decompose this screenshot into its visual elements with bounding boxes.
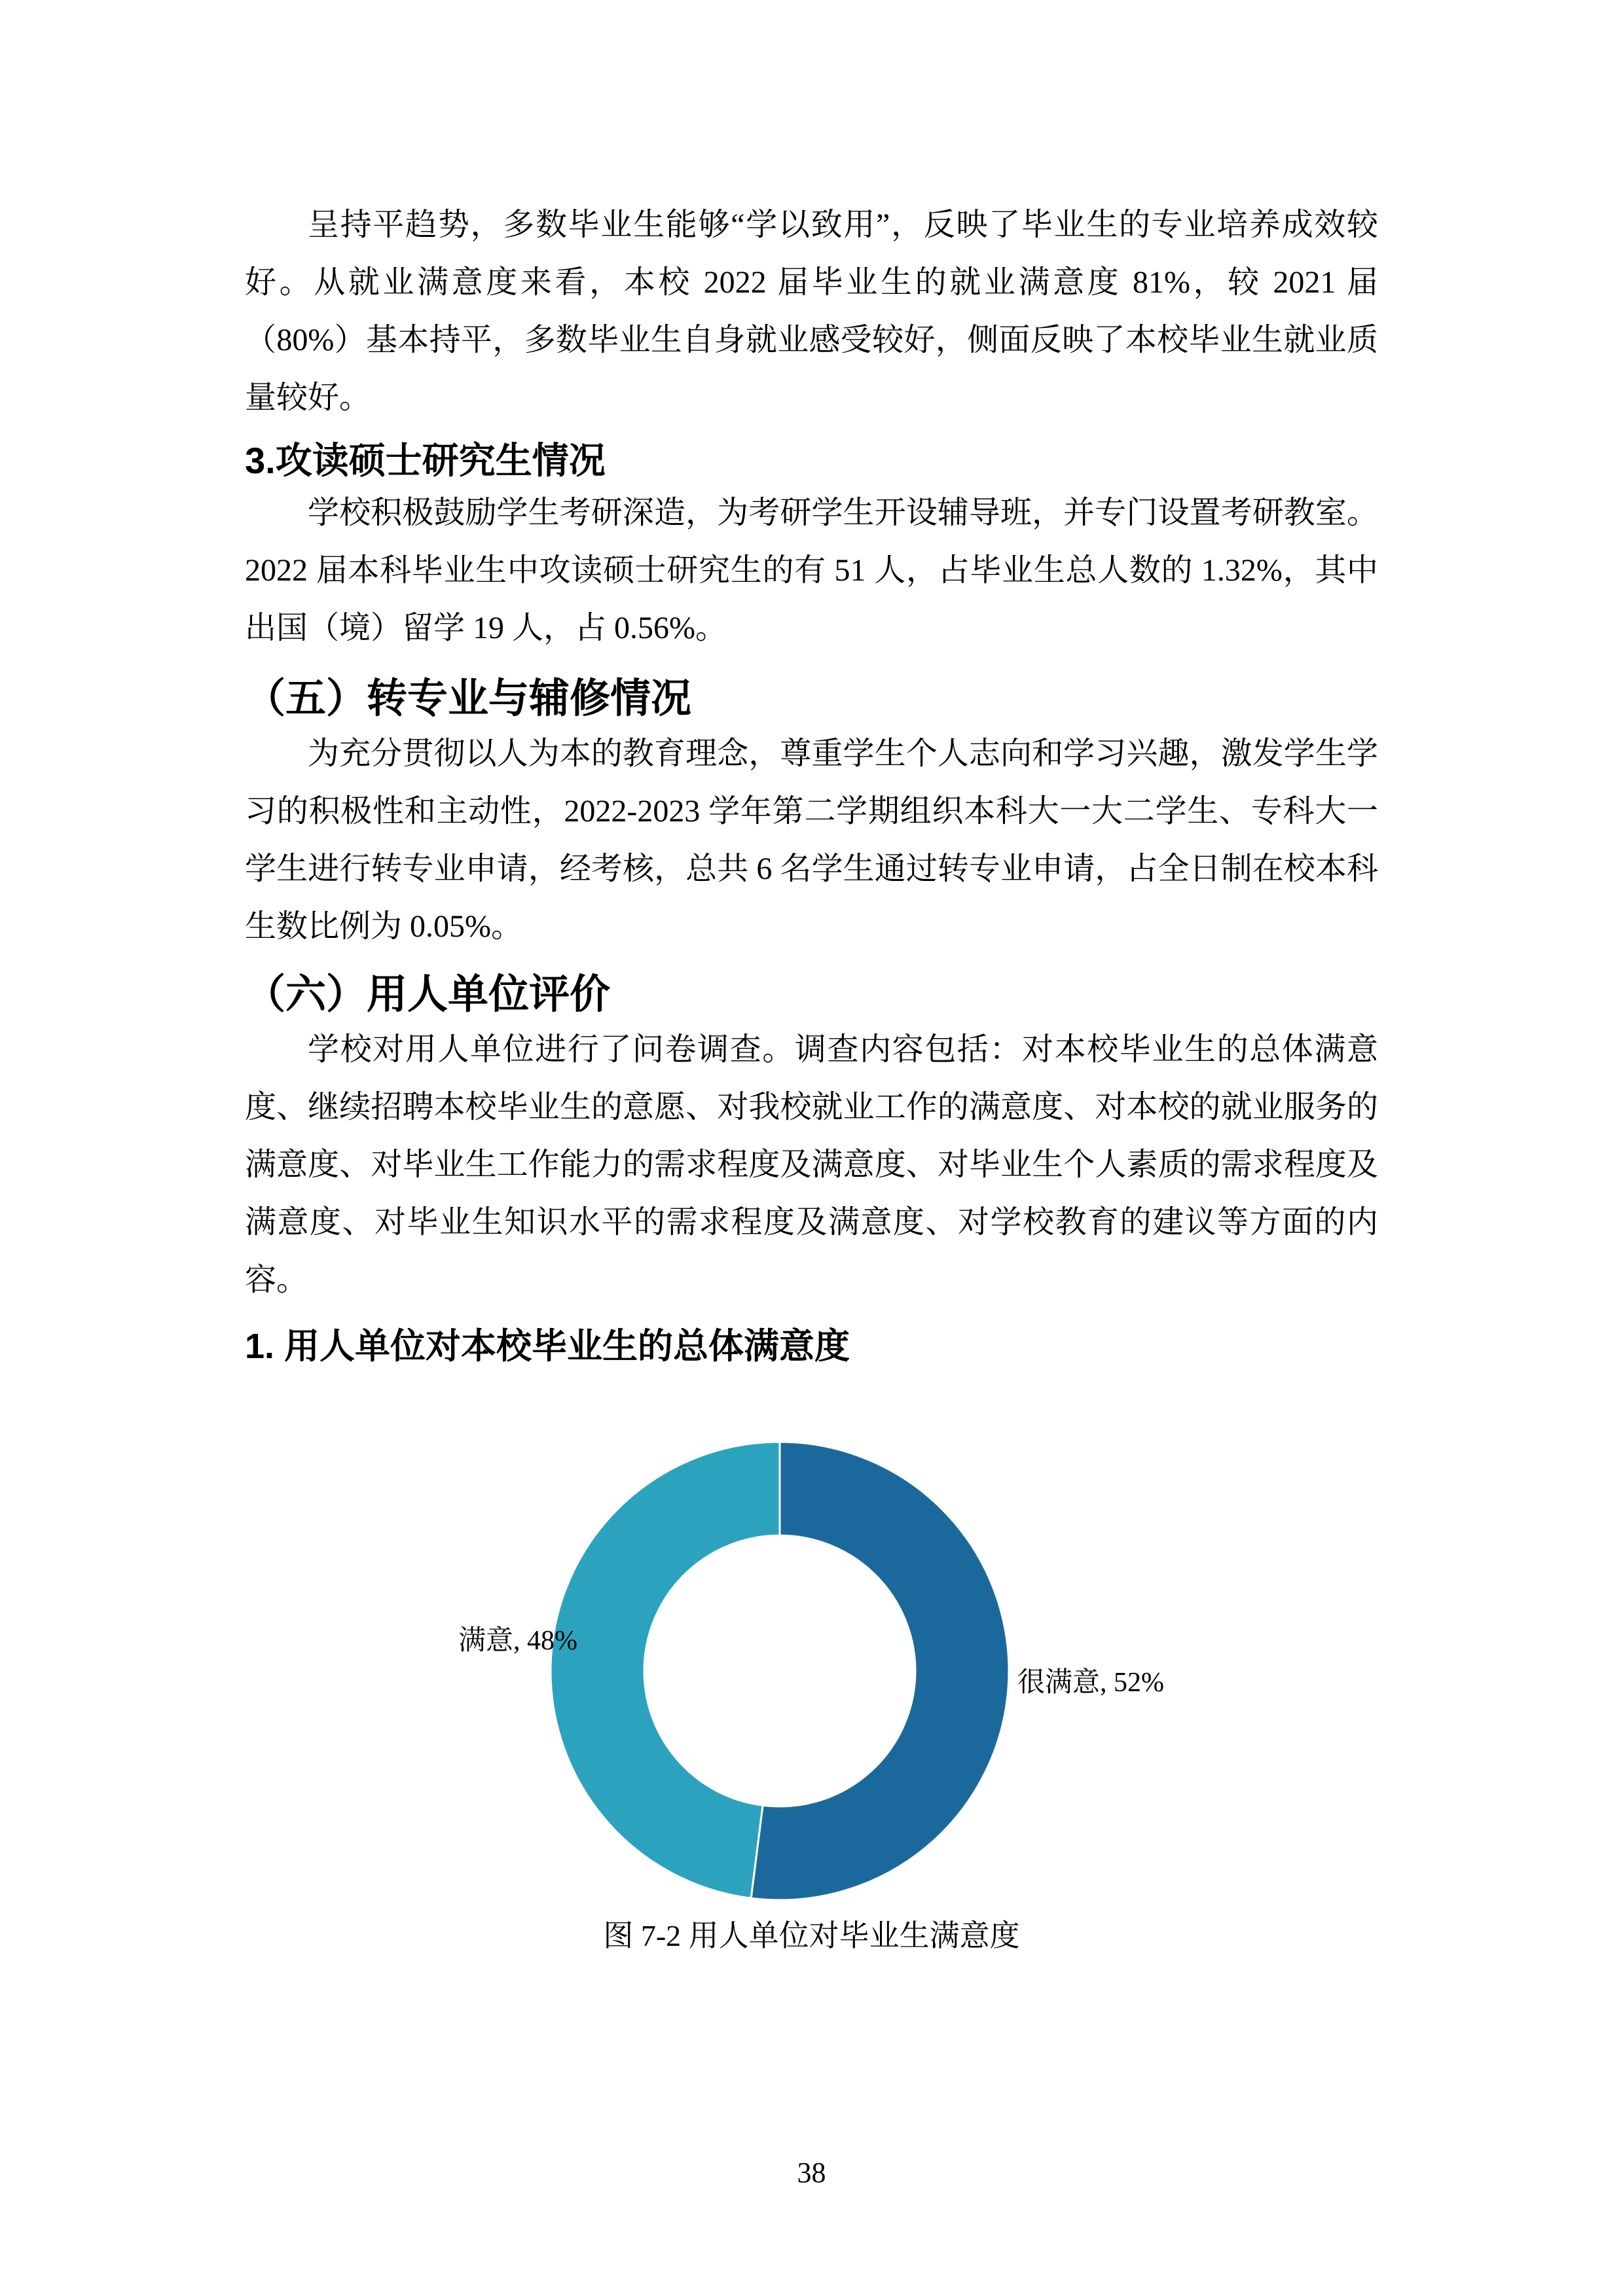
heading-employer-overall-satisfaction: 1. 用人单位对本校毕业生的总体满意度 bbox=[245, 1327, 850, 1366]
heading-employer-evaluation: （六）用人单位评价 bbox=[245, 972, 611, 1017]
donut-slice-满意 bbox=[551, 1442, 780, 1898]
donut-label-satisfied: 满意, 48% bbox=[458, 1626, 577, 1656]
donut-chart-figure bbox=[245, 1430, 1378, 2006]
paragraph-employer-survey: 学校对用人单位进行了问卷调查。调查内容包括：对本校毕业生的总体满意度、继续招聘本校毕业生的意愿、对我校就业工作的满意度、对本校的就业服务的满意度、对毕业生工作能力的需求程度及满意度、对毕业生个人素质的需求程度及满意度、对毕业生知识水平的需求程度及满意度、对学校教育的建议等方面的内容。 bbox=[245, 1032, 1378, 1297]
donut-slice-很满意 bbox=[751, 1442, 1009, 1900]
heading-postgraduate-study: 3.攻读硕士研究生情况 bbox=[245, 440, 606, 481]
heading-major-transfer: （五）转专业与辅修情况 bbox=[245, 676, 692, 721]
paragraph-major-transfer: 为充分贯彻以人为本的教育理念，尊重学生个人志向和学习兴趣，激发学生学习的积极性和主动性，2022-2023 学年第二学期组织本科大一大二学生、专科大一学生进行转专业申请，经考核，总共 6 名学生通过转专业申请，占全日制在校本科生数比例为 0.05%。 bbox=[245, 736, 1378, 944]
paragraph-employment-satisfaction: 呈持平趋势，多数毕业生能够“学以致用”，反映了毕业生的专业培养成效较好。从就业满意度来看，本校 2022 届毕业生的就业满意度 81%，较 2021 届（80%）基本持平，多数毕业生自身就业感受较好，侧面反映了本校毕业生就业质量较好。 bbox=[245, 207, 1378, 415]
chart-caption: 图 7-2 用人单位对毕业生满意度 bbox=[603, 1919, 1020, 1952]
donut-chart-svg bbox=[539, 1430, 1021, 1912]
page-number: 38 bbox=[797, 2157, 826, 2189]
paragraph-postgraduate-study: 学校积极鼓励学生考研深造，为考研学生开设辅导班，并专门设置考研教室。2022 届本科毕业生中攻读硕士研究生的有 51 人，占毕业生总人数的 1.32%，其中出国（境）留学 19 人，占 0.56%。 bbox=[245, 495, 1378, 645]
donut-label-very-satisfied: 很满意, 52% bbox=[1017, 1668, 1164, 1698]
